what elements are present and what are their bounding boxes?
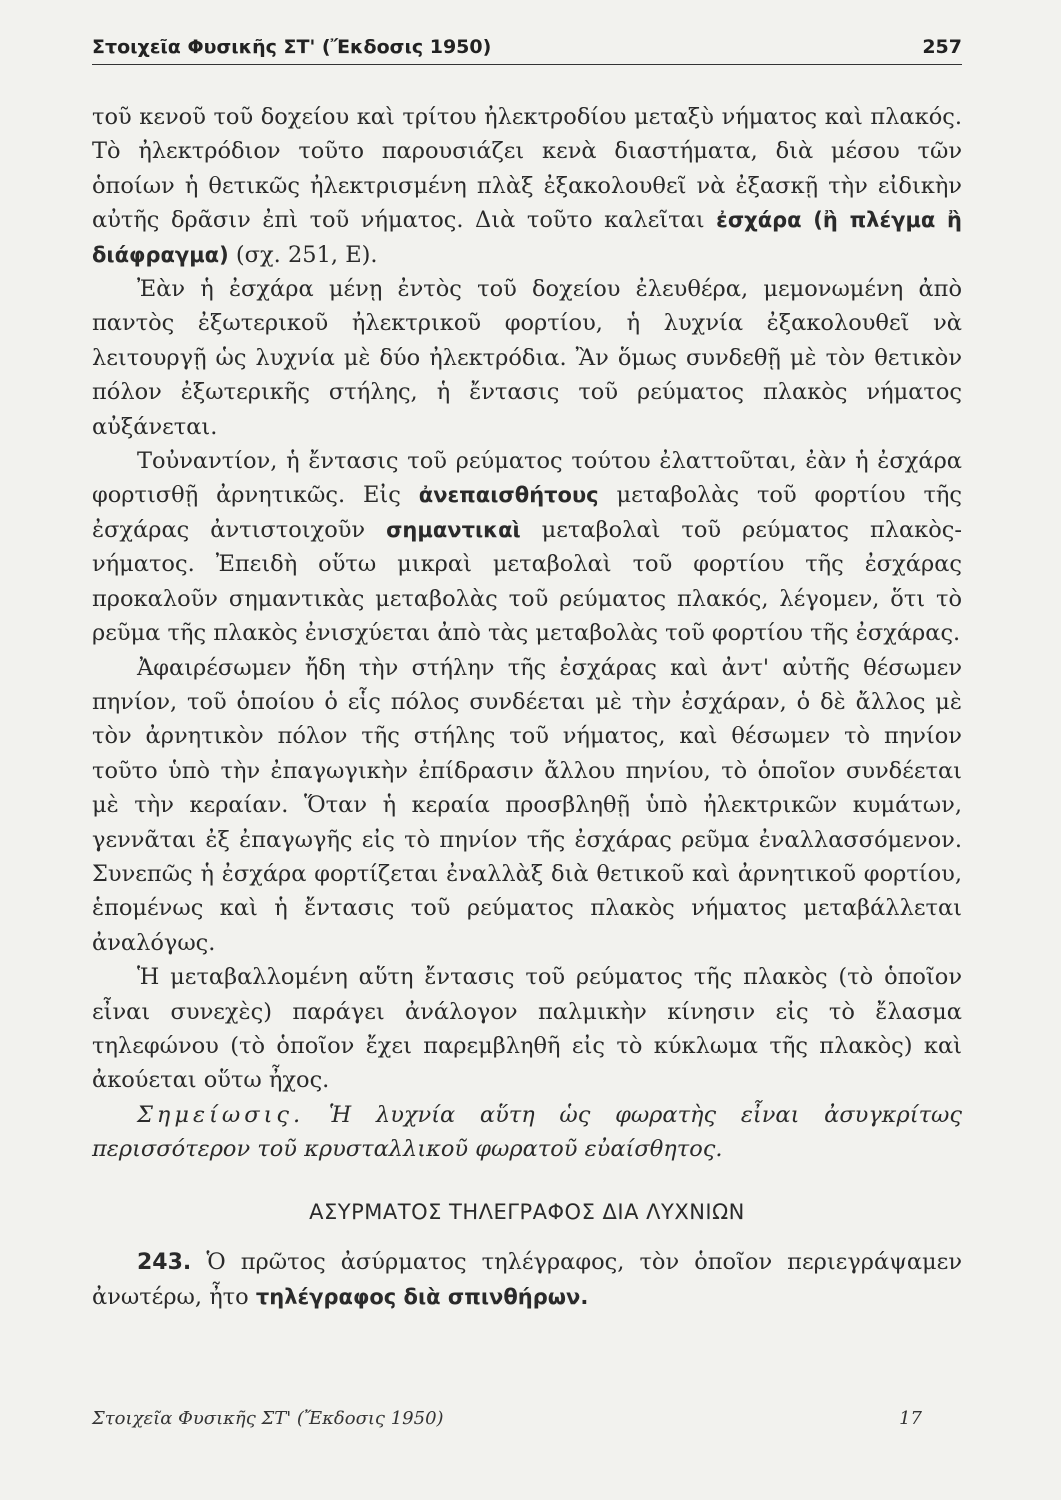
note-text: Ἡ λυχνία αὕτη ὡς φωρατὴς εἶναι ἀσυγκρίτως περισσότερον τοῦ κρυσταλλικοῦ φωρατοῦ εὐαίσθητος.: [92, 1101, 963, 1163]
paragraph-3-b: μεταβολὰς τοῦ φορτίου τῆς ἐσχάρας ἀντιστοιχοῦν: [92, 482, 962, 543]
paragraph-1-end: (σχ. 251, Ε).: [235, 241, 378, 268]
page-number: 257: [922, 36, 962, 58]
paragraph-3-c: μεταβολαὶ τοῦ ρεύματος πλακὸς-νήματος. Ἐπειδὴ οὕτω μικραὶ μεταβολαὶ τοῦ φορτίου τῆς ἐσχάρας προκαλοῦν σημαντικὰς μεταβολὰς τοῦ ρεύματος πλακός, λέγομεν, ὅτι τὸ ρεῦμα τῆς πλακὸς ἐνισχύεται ἀπὸ τὰς μεταβολὰς τοῦ φορτίου τῆς ἐσχάρας.: [92, 516, 962, 647]
paragraph-3: [92, 444, 962, 650]
term-imperceptible: ἀνεπαισθήτους: [418, 483, 599, 508]
term-spark-telegraph: τηλέγραφος διὰ σπινθήρων.: [255, 1285, 589, 1310]
paragraph-3-a: Τοὐναντίον, ἡ ἔντασις τοῦ ρεύματος τούτου ἐλαττοῦται, ἐὰν ἡ ἐσχάρα φορτισθῇ ἀρνητικῶς. Εἰς: [92, 448, 962, 509]
note-label: Σημείωσις.: [137, 1101, 305, 1128]
paragraph-1: [92, 100, 962, 272]
note: [92, 1098, 962, 1167]
paragraph-1-text: τοῦ κενοῦ τοῦ δοχείου καὶ τρίτου ἠλεκτροδίου μεταξὺ νήματος καὶ πλακός. Τὸ ἠλεκτρόδιον τοῦτο παρουσιάζει κενὰ διαστήματα, διὰ μέσου τῶν ὁποίων ἡ θετικῶς ἠλεκτρισμένη πλὰξ ἐξακολουθεῖ νὰ ἐξασκῇ τὴν εἰδικὴν αὐτῆς δρᾶσιν ἐπὶ τοῦ νήματος. Διὰ τοῦτο καλεῖται: [92, 104, 962, 234]
paragraph-2: Ἐὰν ἡ ἐσχάρα μένῃ ἐντὸς τοῦ δοχείου ἐλευθέρα, μεμονωμένη ἀπὸ παντὸς ἐξωτερικοῦ ἠλεκτρικοῦ φορτίου, ἡ λυχνία ἐξακολουθεῖ νὰ λειτουργῇ ὡς λυχνία μὲ δύο ἠλεκτρόδια. Ἂν ὅμως συνδεθῇ μὲ τὸν θετικὸν πόλον ἐξωτερικῆς στήλης, ἡ ἔντασις τοῦ ρεύματος πλακὸς νήματος αὐξάνεται.: [92, 276, 962, 440]
term-grid: ἐσχάρα (ἢ πλέγμα ἢ διάφραγμα): [92, 208, 963, 267]
section-paragraph: [92, 1245, 962, 1315]
section-heading: ΑΣΥΡΜΑΤΟΣ ΤΗΛΕΓΡΑΦΟΣ ΔΙΑ ΛΥΧΝΙΩΝ: [309, 1199, 745, 1224]
section-number: 243.: [137, 1250, 192, 1275]
paragraph-4: Ἀφαιρέσωμεν ἤδη τὴν στήλην τῆς ἐσχάρας καὶ ἀντ' αὐτῆς θέσωμεν πηνίον, τοῦ ὁποίου ὁ εἷς πόλος συνδέεται μὲ τὴν ἐσχάραν, ὁ δὲ ἄλλος μὲ τὸν ἀρνητικὸν πόλον τῆς στήλης τοῦ νήματος, καὶ θέσωμεν τὸ πηνίον τοῦτο ὑπὸ τὴν ἐπαγωγικὴν ἐπίδρασιν ἄλλου πηνίου, τὸ ὁποῖον συνδέεται μὲ τὴν κεραίαν. Ὅταν ἡ κεραία προσβληθῇ ὑπὸ ἠλεκτρικῶν κυμάτων, γεννᾶται ἐξ ἐπαγωγῆς εἰς τὸ πηνίον τῆς ἐσχάρας ρεῦμα ἐναλλασσόμενον. Συνεπῶς ἡ ἐσχάρα φορτίζεται ἐναλλὰξ διὰ θετικοῦ καὶ ἀρνητικοῦ φορτίου, ἑπομένως καὶ ἡ ἔντασις τοῦ ρεύματος πλακὸς νήματος μεταβάλλεται ἀναλόγως.: [92, 654, 962, 956]
paragraph-5: Ἡ μεταβαλλομένη αὕτη ἔντασις τοῦ ρεύματος τῆς πλακὸς (τὸ ὁποῖον εἶναι συνεχὲς) παράγει ἀνάλογον παλμικὴν κίνησιν εἰς τὸ ἔλασμα τηλεφώνου (τὸ ὁποῖον ἔχει παρεμβληθῆ εἰς τὸ κύκλωμα τῆς πλακὸς) καὶ ἀκούεται οὕτω ἦχος.: [92, 964, 962, 1094]
term-significant: σημαντικαὶ: [386, 517, 521, 542]
signature-number: 17: [899, 1408, 922, 1429]
footer-title: Στοιχεῖα Φυσικῆς ΣΤ' (Ἔκδοσις 1950): [92, 1408, 444, 1429]
running-header: [92, 34, 962, 65]
section-text: Ὁ πρῶτος ἀσύρματος τηλέγραφος, τὸν ὁποῖον περιεγράψαμεν ἀνωτέρω, ἦτο: [92, 1249, 962, 1311]
header-title: Στοιχεῖα Φυσικῆς ΣΤ' (Ἔκδοσις 1950): [92, 36, 492, 58]
page-body: [92, 100, 962, 1315]
